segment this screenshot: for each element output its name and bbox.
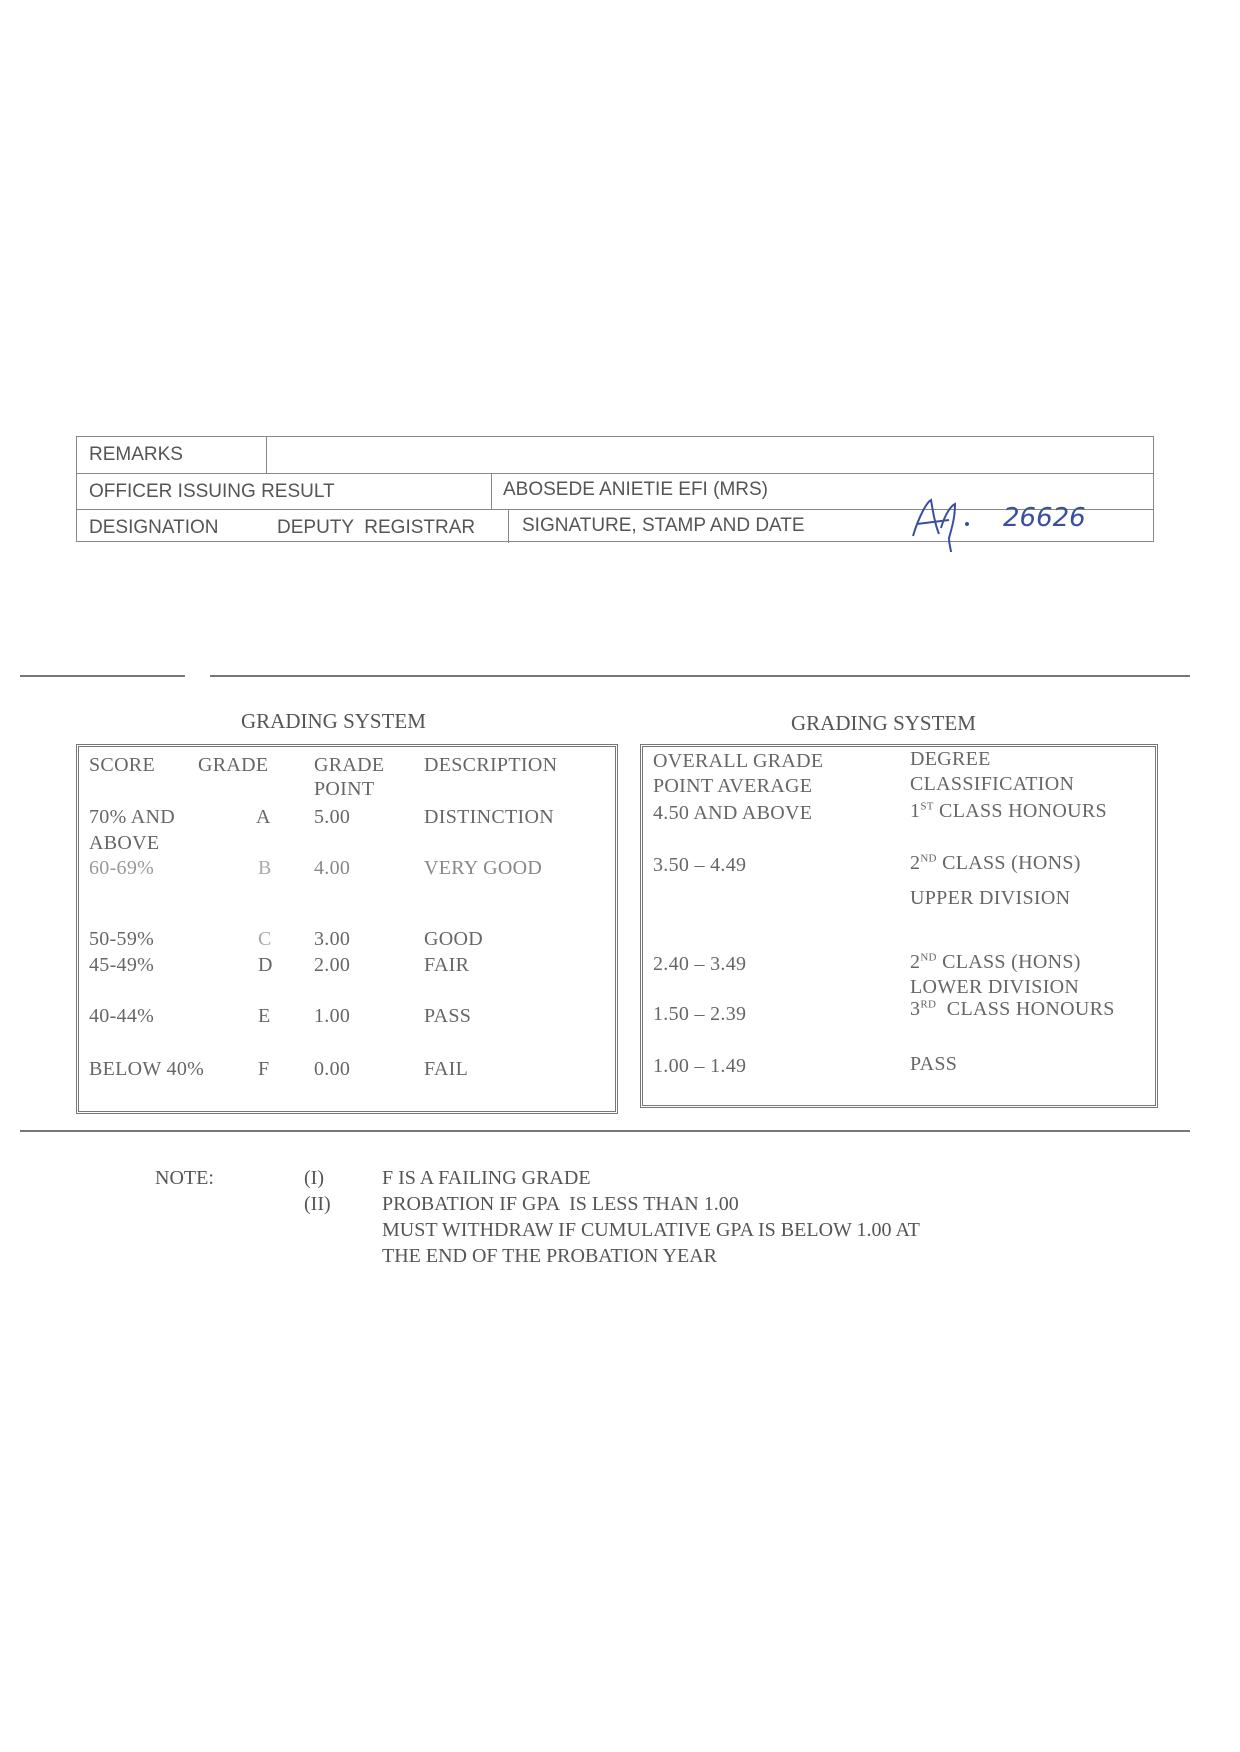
officer-label: OFFICER ISSUING RESULT <box>89 481 335 502</box>
note-number: (II) <box>304 1193 331 1215</box>
note-label: NOTE: <box>155 1167 214 1189</box>
description-cell: DISTINCTION <box>424 806 554 828</box>
header-degree: DEGREE <box>910 748 991 770</box>
gpa-cell: 2.40 – 3.49 <box>653 953 747 975</box>
class-cell-2: UPPER DIVISION <box>910 887 1071 909</box>
header-grade: GRADE <box>198 754 269 776</box>
description-cell: FAIR <box>424 954 470 976</box>
note-text: PROBATION IF GPA IS LESS THAN 1.00 <box>382 1193 739 1215</box>
score-cell: BELOW 40% <box>89 1058 205 1080</box>
point-cell: 1.00 <box>314 1005 351 1027</box>
class-cell: PASS <box>910 1053 958 1075</box>
divider <box>491 473 492 509</box>
class-cell: 1ST CLASS HONOURS <box>910 800 1107 822</box>
header-overall-gpa-2: POINT AVERAGE <box>653 775 813 797</box>
point-cell: 0.00 <box>314 1058 351 1080</box>
officer-value: ABOSEDE ANIETIE EFI (MRS) <box>503 479 768 500</box>
score-cell: 60-69% <box>89 857 155 879</box>
divider <box>266 437 267 473</box>
separator <box>20 675 185 677</box>
point-cell: 3.00 <box>314 928 351 950</box>
divider <box>508 509 509 543</box>
separator <box>20 1130 1190 1132</box>
header-score: SCORE <box>89 754 155 776</box>
note-text-continued: MUST WITHDRAW IF CUMULATIVE GPA IS BELOW 1.00 AT <box>382 1219 920 1241</box>
note-number: (I) <box>304 1167 324 1189</box>
grade-cell: C <box>258 928 272 950</box>
gpa-cell: 4.50 AND ABOVE <box>653 802 813 824</box>
grade-cell: D <box>258 954 273 976</box>
gpa-cell: 1.50 – 2.39 <box>653 1003 747 1025</box>
header-description: DESCRIPTION <box>424 754 558 776</box>
score-cell: 45-49% <box>89 954 155 976</box>
gpa-cell: 1.00 – 1.49 <box>653 1055 747 1077</box>
signature-date: 26626 <box>1003 503 1086 533</box>
score-cell: 70% AND <box>89 806 175 828</box>
score-cell: 50-59% <box>89 928 155 950</box>
point-cell: 2.00 <box>314 954 351 976</box>
grading-system-title-right: GRADING SYSTEM <box>791 711 976 735</box>
header-grade-point: GRADE <box>314 754 385 776</box>
header-grade-point-2: POINT <box>314 778 375 800</box>
description-cell: FAIL <box>424 1058 469 1080</box>
class-cell: 2ND CLASS (HONS) <box>910 852 1081 874</box>
signature-label: SIGNATURE, STAMP AND DATE <box>522 515 805 536</box>
note-text: F IS A FAILING GRADE <box>382 1167 591 1189</box>
header-overall-gpa: OVERALL GRADE <box>653 750 824 772</box>
point-cell: 4.00 <box>314 857 351 879</box>
designation-value: DEPUTY REGISTRAR <box>277 517 476 538</box>
designation-label: DESIGNATION <box>89 517 219 538</box>
class-cell-2: LOWER DIVISION <box>910 976 1080 998</box>
description-cell: VERY GOOD <box>424 857 543 879</box>
remarks-label: REMARKS <box>89 444 183 465</box>
score-cell: 40-44% <box>89 1005 155 1027</box>
remarks-row <box>77 437 1153 474</box>
grading-table-right <box>640 744 1158 1108</box>
grade-cell: F <box>258 1058 270 1080</box>
handwritten-signature <box>905 494 1095 554</box>
gpa-cell: 3.50 – 4.49 <box>653 854 747 876</box>
grade-cell: E <box>258 1005 271 1027</box>
class-cell: 2ND CLASS (HONS) <box>910 951 1081 973</box>
description-cell: GOOD <box>424 928 483 950</box>
grade-cell: A <box>256 806 271 828</box>
score-cell-2: ABOVE <box>89 832 160 854</box>
class-cell: 3RD CLASS HONOURS <box>910 998 1115 1020</box>
header-classification: CLASSIFICATION <box>910 773 1075 795</box>
grading-system-title-left: GRADING SYSTEM <box>241 709 426 733</box>
grade-cell: B <box>258 857 272 879</box>
separator <box>210 675 1190 677</box>
point-cell: 5.00 <box>314 806 351 828</box>
note-text-continued: THE END OF THE PROBATION YEAR <box>382 1245 717 1267</box>
description-cell: PASS <box>424 1005 472 1027</box>
